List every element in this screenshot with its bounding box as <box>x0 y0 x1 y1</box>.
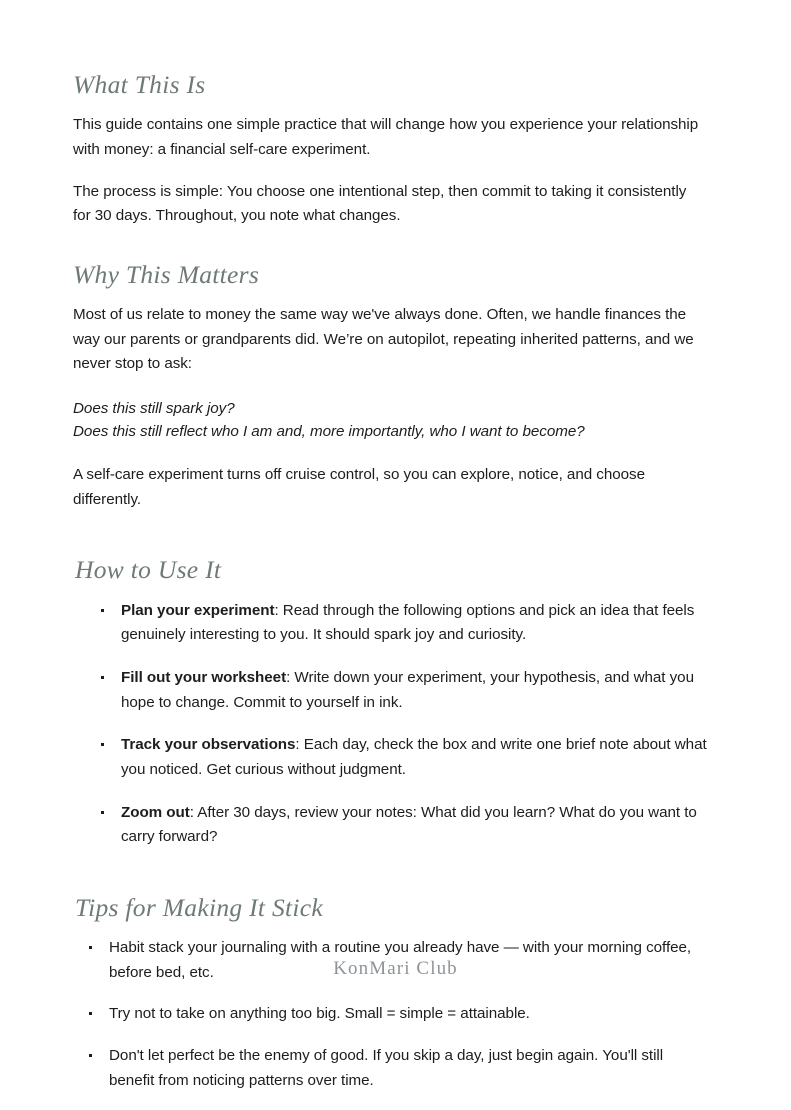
list-item-lead: Zoom out <box>121 803 190 821</box>
section-what-this-is <box>73 70 708 229</box>
section-heading-why-this-matters: Why This Matters <box>73 259 260 289</box>
paragraph-why-this-matters-1: Most of us relate to money the same way we've always done. Often, we handle finances the way our parents or grandparents did. We’re on autopilot, repeating inherited patterns, and we never stop to ask: <box>73 306 694 373</box>
list-item-text: : Write down your experiment, your hypothesis, and what you hope to change. Commit to yourself in ink. <box>121 669 694 711</box>
list-item-lead: Track your observations <box>121 736 296 754</box>
footer-brand: KonMari Club <box>333 958 458 979</box>
section-heading-tips-for-making-it-stick: Tips for Making It Stick <box>75 892 324 922</box>
list-item-lead: Plan your experiment <box>121 601 275 619</box>
list-item-lead: Fill out your worksheet <box>121 669 287 686</box>
document-content <box>73 70 708 1110</box>
list-item <box>95 599 708 648</box>
section-heading-how-to-use-it: How to Use It <box>75 555 222 585</box>
section-heading-what-this-is: What This Is <box>73 70 206 99</box>
list-item-text: : Read through the following options and pick an idea that feels genuinely interesting to you. It should spark joy and curiosity. <box>121 601 695 644</box>
reflection-question-2: Does this still reflect who I am and, more importantly, who I want to become? <box>73 423 585 441</box>
list-item-text: Don't let perfect be the enemy of good. If you skip a day, just begin again. You'll still benefit from noticing patterns over time. <box>109 1046 664 1089</box>
section-tips-for-making-it-stick <box>73 893 708 1093</box>
list-item-text: : After 30 days, review your notes: What did you learn? What do you want to carry forward? <box>121 803 697 846</box>
list-item-text: Try not to take on anything too big. Small = simple = attainable. <box>109 1005 530 1023</box>
list-item <box>95 733 708 782</box>
section-why-this-matters <box>73 260 708 513</box>
list-item-text: Habit stack your journaling with a routine you already have — with your morning coffee, before bed, etc. <box>109 939 692 981</box>
paragraph-what-this-is-1: This guide contains one simple practice that will change how you experience your relationship with money: a financial self-care experiment. <box>73 116 699 158</box>
list-item-text: : Each day, check the box and write one brief note about what you noticed. Get curious without judgment. <box>121 736 707 778</box>
paragraph-what-this-is-2: The process is simple: You choose one intentional step, then commit to taking it consistently for 30 days. Throughout, you note what changes. <box>73 182 687 225</box>
reflection-question-1: Does this still spark joy? <box>73 400 235 417</box>
list-item <box>83 1044 708 1093</box>
list-item <box>83 1002 708 1027</box>
paragraph-why-this-matters-closing: A self-care experiment turns off cruise control, so you can explore, notice, and choose differently. <box>73 466 645 508</box>
how-to-use-it-list <box>95 599 708 850</box>
section-how-to-use-it <box>73 555 708 849</box>
list-item <box>95 801 708 850</box>
list-item <box>95 666 708 715</box>
